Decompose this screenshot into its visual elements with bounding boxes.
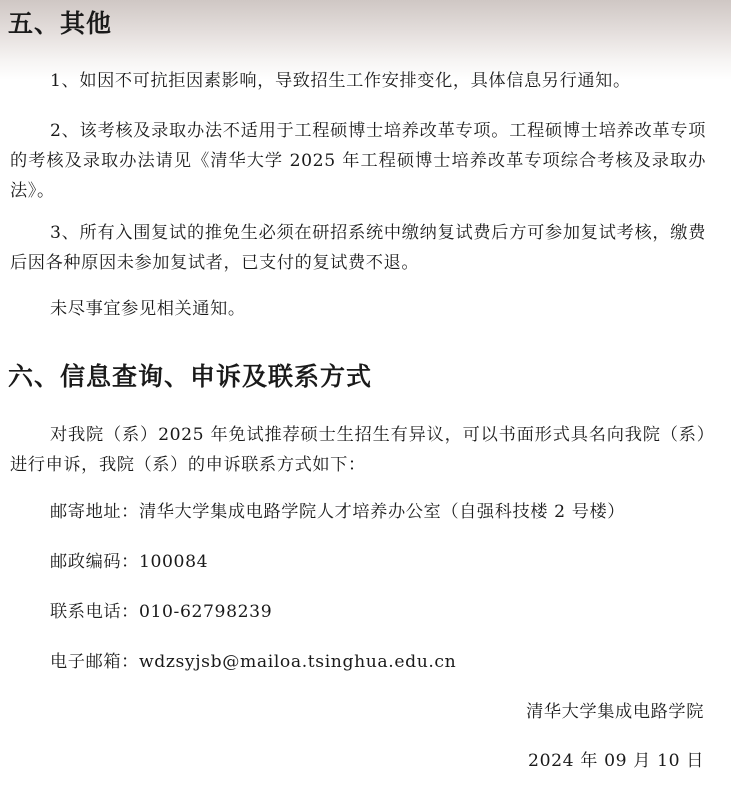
signature-org: 清华大学集成电路学院 xyxy=(526,702,704,722)
signature-date: 2024 年 09 月 10 日 xyxy=(528,751,704,771)
contact-phone: 联系电话：010-62798239 xyxy=(50,602,273,622)
section-5-item-2: 2、该考核及录取办法不适用于工程硕博士培养改革专项。工程硕博士培养改革专项的考核及录取办法请见《清华大学 2025 年工程硕博士培养改革专项综合考核及录取办法》。 xyxy=(10,121,706,201)
section-6-heading: 六、信息查询、申诉及联系方式 xyxy=(8,362,373,391)
section-5-item-1: 1、如因不可抗拒因素影响，导致招生工作安排变化，具体信息另行通知。 xyxy=(50,71,631,91)
contact-email: 电子邮箱：wdzsyjsb@mailoa.tsinghua.edu.cn xyxy=(50,652,457,672)
section-6-intro: 对我院（系）2025 年免试推荐硕士生招生有异议，可以书面形式具名向我院（系）进行申诉，我院（系）的申诉联系方式如下： xyxy=(10,425,706,475)
contact-postcode: 邮政编码：100084 xyxy=(50,552,209,572)
section-5-item-3: 3、所有入围复试的推免生必须在研招系统中缴纳复试费后方可参加复试考核，缴费后因各种原因未参加复试者，已支付的复试费不退。 xyxy=(10,223,706,273)
section-5-closing-note: 未尽事宜参见相关通知。 xyxy=(50,299,246,319)
contact-address: 邮寄地址：清华大学集成电路学院人才培养办公室（自强科技楼 2 号楼） xyxy=(50,502,626,522)
section-5-heading: 五、其他 xyxy=(8,9,113,38)
